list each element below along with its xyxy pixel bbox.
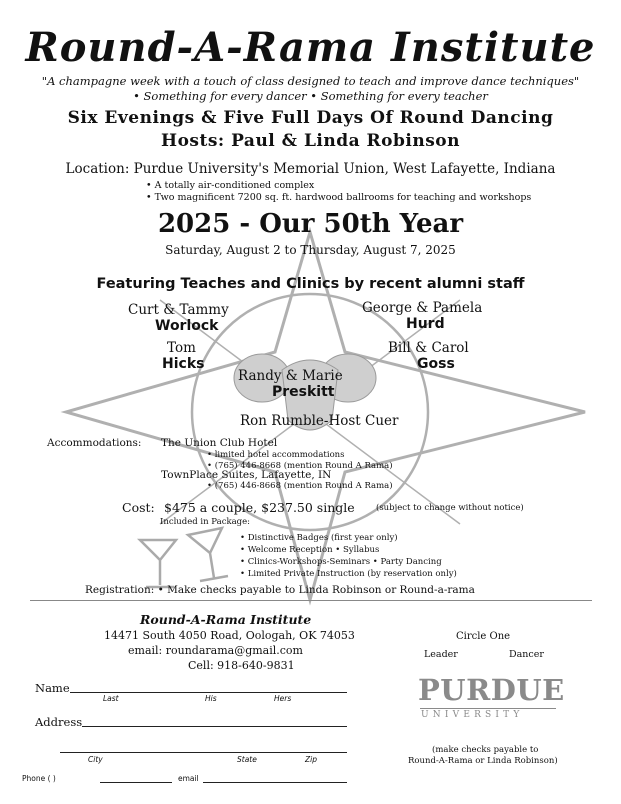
hosts: Hosts: Paul & Linda Robinson (161, 131, 460, 151)
purdue-logo: PURDUE (418, 673, 565, 707)
package-item: • Distinctive Badges (first year only) (240, 533, 398, 543)
cost-label: Cost: (122, 500, 155, 515)
checks-note: (make checks payable to (432, 745, 539, 755)
staff-first-names: George & Pamela (362, 300, 483, 316)
host-cuer: Ron Rumble-Host Cuer (240, 413, 399, 429)
staff-heading: Featuring Teaches and Clinics by recent alumni staff (96, 276, 525, 292)
footer-address: 14471 South 4050 Road, Oologah, OK 74053 (104, 629, 355, 642)
footer-org: Round-A-Rama Institute (140, 612, 312, 627)
footer-cell: Cell: 918-640-9831 (188, 659, 295, 672)
hotel-detail: • (765) 446-8668 (mention Round A Rama) (207, 481, 393, 491)
staff-surname: Preskitt (272, 384, 335, 400)
tagline: "A champagne week with a touch of class designed to teach and improve dance techniques" (41, 74, 580, 88)
checks-note: Round-A-Rama or Linda Robinson) (408, 756, 558, 766)
footer-email: email: roundarama@gmail.com (128, 644, 303, 657)
package-item: • Clinics-Workshops-Seminars • Party Dancing (240, 557, 442, 567)
staff-first-names: Randy & Marie (238, 368, 343, 384)
phone-field[interactable] (100, 782, 172, 783)
cost-amount: $475 a couple, $237.50 single (164, 500, 355, 515)
staff-surname: Goss (417, 356, 455, 372)
address-sub-label: State (237, 755, 257, 764)
location-item: • A totally air-conditioned complex (146, 180, 315, 191)
hotel-detail: • (765) 446-8668 (mention Round A Rama) (207, 461, 393, 471)
name-field[interactable] (70, 692, 347, 693)
staff-surname: Hicks (162, 356, 205, 372)
address-field[interactable] (82, 726, 347, 727)
address-sub-label: City (88, 755, 103, 764)
email-field[interactable] (203, 782, 347, 783)
staff-surname: Hurd (406, 316, 445, 332)
tagline-bullets: • Something for every dancer • Something for every teacher (133, 89, 488, 103)
accommodations-label: Accommodations: (47, 437, 142, 449)
event-dates: Saturday, August 2 to Thursday, August 7, 2025 (165, 243, 456, 257)
leader-option[interactable]: Leader (424, 649, 458, 660)
phone-label: Phone ( ) (22, 774, 56, 783)
email-label: email (178, 774, 199, 783)
circle-one-label: Circle One (456, 631, 511, 642)
cost-note: (subject to change without notice) (376, 503, 524, 513)
package-item: • Limited Private Instruction (by reservation only) (240, 569, 457, 579)
address-label: Address (35, 715, 83, 729)
name-label: Name (35, 681, 70, 695)
divider (30, 600, 592, 601)
anniversary-headline: 2025 - Our 50th Year (157, 209, 464, 239)
page-title: Round-A-Rama Institute (25, 24, 596, 71)
staff-surname: Worlock (155, 318, 219, 334)
included-label: Included in Package: (160, 517, 251, 527)
location: Location: Purdue University's Memorial Union, West Lafayette, Indiana (65, 161, 556, 177)
city-state-zip-field[interactable] (60, 752, 347, 753)
hotel-name: The Union Club Hotel (161, 437, 278, 449)
champagne-glasses-icon (140, 528, 228, 587)
logo-rule (420, 708, 556, 709)
hotel-detail: • limited hotel accommodations (207, 450, 345, 460)
staff-first-names: Bill & Carol (388, 340, 469, 356)
name-sub-label: Hers (274, 694, 292, 703)
name-sub-label: His (205, 694, 217, 703)
staff-first-names: Curt & Tammy (128, 302, 229, 318)
dancer-option[interactable]: Dancer (509, 649, 544, 660)
package-item: • Welcome Reception • Syllabus (240, 545, 380, 555)
purdue-logo-sub: UNIVERSITY (421, 710, 524, 720)
staff-first-names: Tom (167, 340, 196, 356)
registration-note: Registration: • Make checks payable to Linda Robinson or Round-a-rama (85, 584, 475, 596)
hotel-name: TownPlace Suites, Lafayette, IN (161, 469, 332, 481)
program-summary: Six Evenings & Five Full Days Of Round Dancing (67, 108, 554, 128)
location-item: • Two magnificent 7200 sq. ft. hardwood ballrooms for teaching and workshops (146, 192, 532, 203)
address-sub-label: Zip (305, 755, 317, 764)
name-sub-label: Last (103, 694, 119, 703)
